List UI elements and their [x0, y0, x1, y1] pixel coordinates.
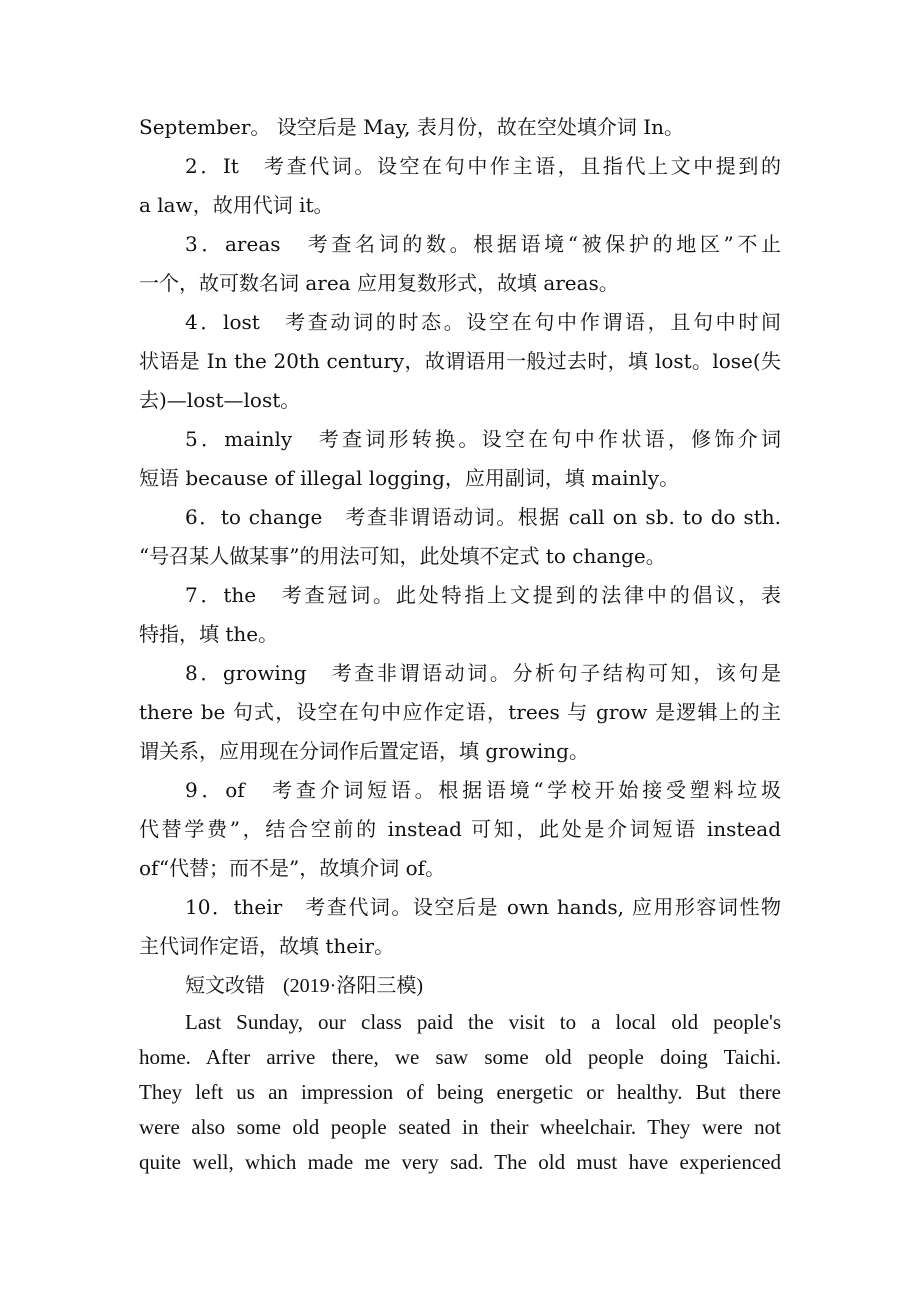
answer-line: September。 设空后是 May, 表月份，故在空处填介词 In。 [139, 115, 684, 139]
answer-line: 8．growing 考查非谓语动词。分析句子结构可知，该句是 [185, 661, 781, 685]
answer-block-6 [139, 498, 781, 576]
answer-block-10 [139, 888, 781, 966]
answer-line: 10．their 考查代词。设空后是 own hands, 应用形容词性物 [185, 895, 781, 919]
passage-line: quite well, which made me very sad. The old must have experienced [139, 1150, 781, 1174]
answer-line: 特指，填 the。 [139, 622, 279, 646]
answer-line: 9．of 考查介词短语。根据语境“学校开始接受塑料垃圾 [185, 778, 781, 802]
answer-block-5 [139, 420, 781, 498]
answer-line: 主代词作定语，故填 their。 [139, 934, 395, 958]
answer-block-1 [139, 108, 781, 147]
answer-line: “号召某人做某事”的用法可知，此处填不定式 to change。 [139, 544, 666, 568]
answer-line: 短语 because of illegal logging，应用副词，填 mainly。 [139, 466, 680, 490]
answer-line: 一个，故可数名词 area 应用复数形式，故填 areas。 [139, 271, 619, 295]
answer-line: there be 句式，设空在句中应作定语，trees 与 grow 是逻辑上的主 [139, 700, 781, 724]
answer-line: 2．It 考查代词。设空在句中作主语，且指代上文中提到的 [185, 154, 781, 178]
section-source: (2019·洛阳三模) [283, 975, 423, 997]
passage-line: home. After arrive there, we saw some old people doing Taichi. [139, 1045, 781, 1069]
section-title: 短文改错 [185, 973, 265, 997]
answer-line: a law，故用代词 it。 [139, 193, 334, 217]
answer-block-9 [139, 771, 781, 888]
answer-block-8 [139, 654, 781, 771]
answer-block-4 [139, 303, 781, 420]
answer-block-7 [139, 576, 781, 654]
answer-line: 代替学费”，结合空前的 instead 可知，此处是介词短语 instead [139, 817, 781, 841]
answer-line: 谓关系，应用现在分词作后置定语，填 growing。 [139, 739, 589, 763]
answer-line: of“代替；而不是”，故填介词 of。 [139, 856, 446, 880]
passage-line: Last Sunday, our class paid the visit to a local old people's [185, 1010, 781, 1034]
answer-block-3 [139, 225, 781, 303]
answer-line: 6．to change 考查非谓语动词。根据 call on sb. to do sth. [185, 505, 781, 529]
passage-line: They left us an impression of being energetic or healthy. But there [139, 1080, 781, 1104]
passage-line: were also some old people seated in their wheelchair. They were not [139, 1115, 781, 1139]
answer-line: 3．areas 考查名词的数。根据语境“被保护的地区”不止 [185, 232, 781, 256]
document-page [139, 108, 781, 1180]
answer-line: 5．mainly 考查词形转换。设空在句中作状语，修饰介词 [185, 427, 781, 451]
passage [139, 1005, 781, 1180]
answer-line: 去)—lost—lost。 [139, 388, 301, 412]
section-heading [139, 966, 781, 1005]
answer-line: 状语是 In the 20th century，故谓语用一般过去时，填 lost。lose(失 [139, 349, 781, 373]
answer-line: 7．the 考查冠词。此处特指上文提到的法律中的倡议，表 [185, 583, 781, 607]
answer-block-2 [139, 147, 781, 225]
answer-line: 4．lost 考查动词的时态。设空在句中作谓语，且句中时间 [185, 310, 781, 334]
